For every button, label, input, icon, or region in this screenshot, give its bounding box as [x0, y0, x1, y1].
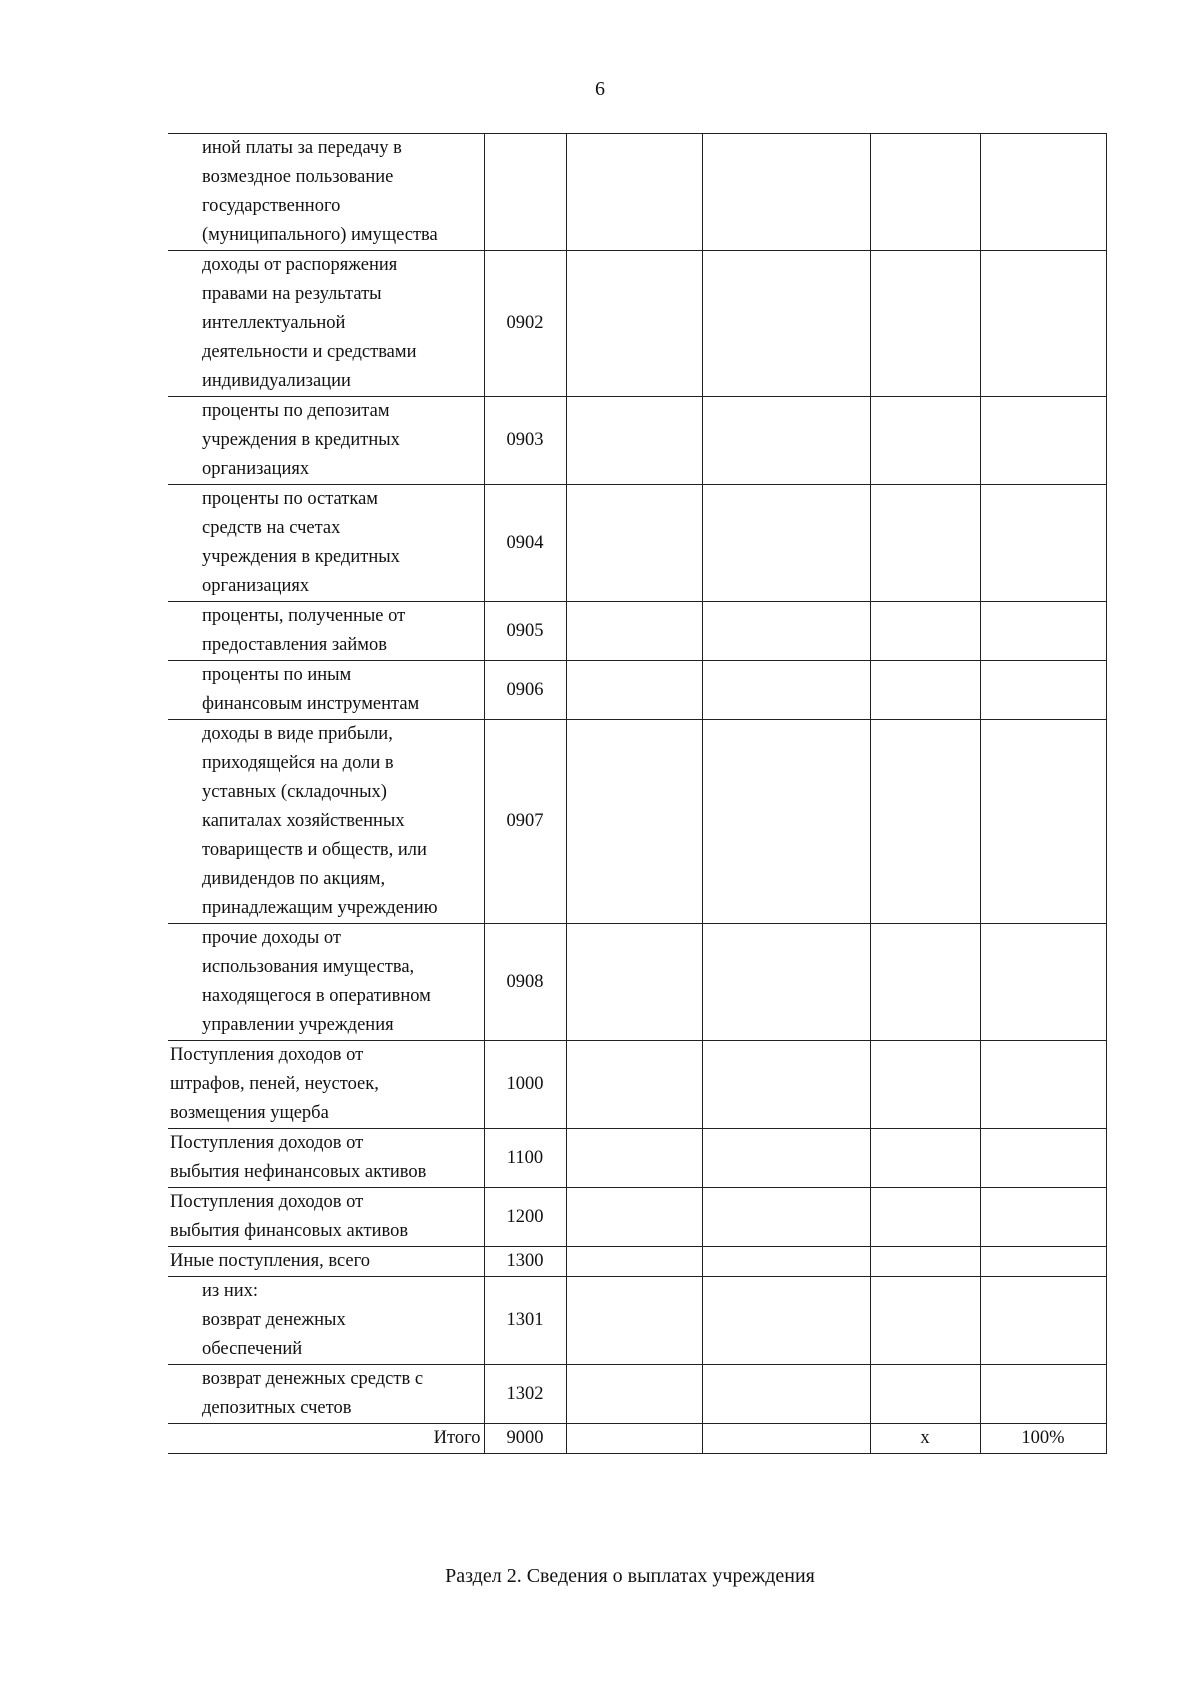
row-value-cell	[870, 1365, 980, 1424]
row-name	[168, 602, 484, 661]
row-value-cell	[702, 1365, 870, 1424]
row-name-line: предоставления займов	[202, 635, 387, 655]
row-name	[168, 1277, 484, 1365]
row-code: 1000	[484, 1041, 566, 1129]
row-name-line: уставных (складочных)	[202, 782, 387, 802]
row-value-cell	[980, 1129, 1106, 1188]
row-code: 0906	[484, 661, 566, 720]
row-name-line: индивидуализации	[202, 371, 351, 391]
table-row	[168, 485, 1106, 602]
row-name-line: приходящейся на доли в	[202, 753, 394, 773]
row-value-cell	[566, 602, 702, 661]
row-code: 1100	[484, 1129, 566, 1188]
row-value-cell	[566, 251, 702, 397]
row-name-line: прочие доходы от	[202, 928, 341, 948]
row-value-cell	[870, 661, 980, 720]
table-row	[168, 251, 1106, 397]
row-name	[168, 661, 484, 720]
row-name-line: учреждения в кредитных	[202, 547, 400, 567]
row-name-line: учреждения в кредитных	[202, 430, 400, 450]
row-name-line: правами на результаты	[202, 284, 382, 304]
row-name	[168, 251, 484, 397]
row-value-cell	[870, 1188, 980, 1247]
row-name	[168, 1247, 484, 1277]
row-name-line: из них:	[202, 1281, 259, 1301]
row-value-cell	[980, 1247, 1106, 1277]
row-value-cell	[980, 397, 1106, 485]
row-name-line: товариществ и обществ, или	[202, 840, 427, 860]
row-value-cell	[566, 1365, 702, 1424]
table-row	[168, 602, 1106, 661]
row-name	[168, 1365, 484, 1424]
row-name-line: выбытия финансовых активов	[170, 1221, 409, 1241]
total-col3	[566, 1424, 702, 1454]
row-name-line: управлении учреждения	[202, 1015, 394, 1035]
row-value-cell	[566, 1247, 702, 1277]
row-name	[168, 924, 484, 1041]
row-name-line: возмещения ущерба	[170, 1103, 329, 1123]
row-value-cell	[702, 602, 870, 661]
total-label: Итого	[168, 1424, 484, 1454]
row-code: 0907	[484, 720, 566, 924]
row-value-cell	[870, 134, 980, 251]
row-value-cell	[566, 397, 702, 485]
row-code: 1301	[484, 1277, 566, 1365]
row-name-line: возмездное пользование	[202, 167, 394, 187]
row-code: 1302	[484, 1365, 566, 1424]
row-name-line: организациях	[202, 576, 310, 596]
row-value-cell	[870, 1129, 980, 1188]
revenue-table	[168, 133, 1107, 1454]
table-row	[168, 1277, 1106, 1365]
row-value-cell	[870, 1041, 980, 1129]
row-name-line: Иные поступления, всего	[170, 1251, 370, 1271]
row-name-line: капиталах хозяйственных	[202, 811, 405, 831]
row-value-cell	[702, 251, 870, 397]
row-name-line: Поступления доходов от	[170, 1133, 364, 1153]
row-value-cell	[980, 485, 1106, 602]
row-name-line: государственного	[202, 196, 341, 216]
row-name	[168, 720, 484, 924]
total-row	[168, 1424, 1106, 1454]
row-value-cell	[870, 1277, 980, 1365]
row-name-line: деятельности и средствами	[202, 342, 417, 362]
row-value-cell	[566, 1277, 702, 1365]
row-value-cell	[980, 251, 1106, 397]
row-value-cell	[566, 485, 702, 602]
row-name-line: доходы в виде прибыли,	[202, 724, 393, 744]
row-value-cell	[702, 924, 870, 1041]
row-name-line: средств на счетах	[202, 518, 341, 538]
row-name-line: штрафов, пеней, неустоек,	[170, 1074, 379, 1094]
row-value-cell	[566, 1041, 702, 1129]
row-code: 0904	[484, 485, 566, 602]
row-name-line: возврат денежных	[202, 1310, 346, 1330]
table-row	[168, 134, 1106, 251]
row-value-cell	[702, 720, 870, 924]
row-code: 1200	[484, 1188, 566, 1247]
row-name	[168, 1041, 484, 1129]
row-name	[168, 1188, 484, 1247]
total-col6: 100%	[980, 1424, 1106, 1454]
row-value-cell	[980, 661, 1106, 720]
table-row	[168, 924, 1106, 1041]
row-name-line: использования имущества,	[202, 957, 415, 977]
row-value-cell	[980, 720, 1106, 924]
row-code: 0908	[484, 924, 566, 1041]
table-row	[168, 1365, 1106, 1424]
table-body	[168, 134, 1106, 1424]
row-value-cell	[566, 134, 702, 251]
row-code: 1300	[484, 1247, 566, 1277]
row-name-line: проценты по иным	[202, 665, 352, 685]
row-value-cell	[870, 251, 980, 397]
row-value-cell	[702, 1129, 870, 1188]
row-name-line: обеспечений	[202, 1339, 303, 1359]
row-value-cell	[980, 1188, 1106, 1247]
row-name	[168, 134, 484, 251]
row-name-line: организациях	[202, 459, 310, 479]
row-value-cell	[980, 1277, 1106, 1365]
row-name	[168, 485, 484, 602]
table-row	[168, 1247, 1106, 1277]
row-name-line: возврат денежных средств с	[202, 1369, 424, 1389]
row-value-cell	[702, 1277, 870, 1365]
row-value-cell	[566, 924, 702, 1041]
row-value-cell	[870, 720, 980, 924]
row-value-cell	[870, 1247, 980, 1277]
page-number: 6	[595, 78, 605, 100]
row-value-cell	[566, 661, 702, 720]
row-name-line: проценты, полученные от	[202, 606, 406, 626]
row-name-line: (муниципального) имущества	[202, 225, 438, 245]
row-value-cell	[980, 602, 1106, 661]
row-name-line: доходы от распоряжения	[202, 255, 398, 275]
table-row	[168, 1041, 1106, 1129]
row-code: 0903	[484, 397, 566, 485]
row-value-cell	[566, 1129, 702, 1188]
row-name-line: находящегося в оперативном	[202, 986, 431, 1006]
row-name-line: депозитных счетов	[202, 1398, 352, 1418]
table-row	[168, 1188, 1106, 1247]
row-value-cell	[702, 485, 870, 602]
row-code: 0905	[484, 602, 566, 661]
row-value-cell	[980, 134, 1106, 251]
row-name-line: Поступления доходов от	[170, 1045, 364, 1065]
row-value-cell	[980, 924, 1106, 1041]
row-value-cell	[870, 397, 980, 485]
row-name-line: принадлежащим учреждению	[202, 898, 438, 918]
row-value-cell	[702, 134, 870, 251]
row-name	[168, 1129, 484, 1188]
row-code: 0902	[484, 251, 566, 397]
row-value-cell	[702, 1041, 870, 1129]
total-col4	[702, 1424, 870, 1454]
row-name-line: иной платы за передачу в	[202, 138, 402, 158]
row-value-cell	[980, 1041, 1106, 1129]
total-col5: х	[870, 1424, 980, 1454]
row-name-line: выбытия нефинансовых активов	[170, 1162, 427, 1182]
table-row	[168, 1129, 1106, 1188]
row-value-cell	[566, 720, 702, 924]
row-name-line: проценты по остаткам	[202, 489, 379, 509]
row-name-line: интеллектуальной	[202, 313, 346, 333]
total-code: 9000	[484, 1424, 566, 1454]
table-row	[168, 720, 1106, 924]
row-value-cell	[702, 1247, 870, 1277]
row-value-cell	[702, 1188, 870, 1247]
row-name	[168, 397, 484, 485]
table-row	[168, 661, 1106, 720]
row-value-cell	[702, 397, 870, 485]
row-value-cell	[870, 602, 980, 661]
row-value-cell	[566, 1188, 702, 1247]
row-name-line: проценты по депозитам	[202, 401, 390, 421]
row-name-line: дивидендов по акциям,	[202, 869, 386, 889]
table-row	[168, 397, 1106, 485]
row-value-cell	[980, 1365, 1106, 1424]
row-name-line: финансовым инструментам	[202, 694, 420, 714]
row-name-line: Поступления доходов от	[170, 1192, 364, 1212]
row-code	[484, 134, 566, 251]
section-heading: Раздел 2. Сведения о выплатах учреждения	[445, 1565, 815, 1587]
row-value-cell	[870, 485, 980, 602]
row-value-cell	[702, 661, 870, 720]
row-value-cell	[870, 924, 980, 1041]
